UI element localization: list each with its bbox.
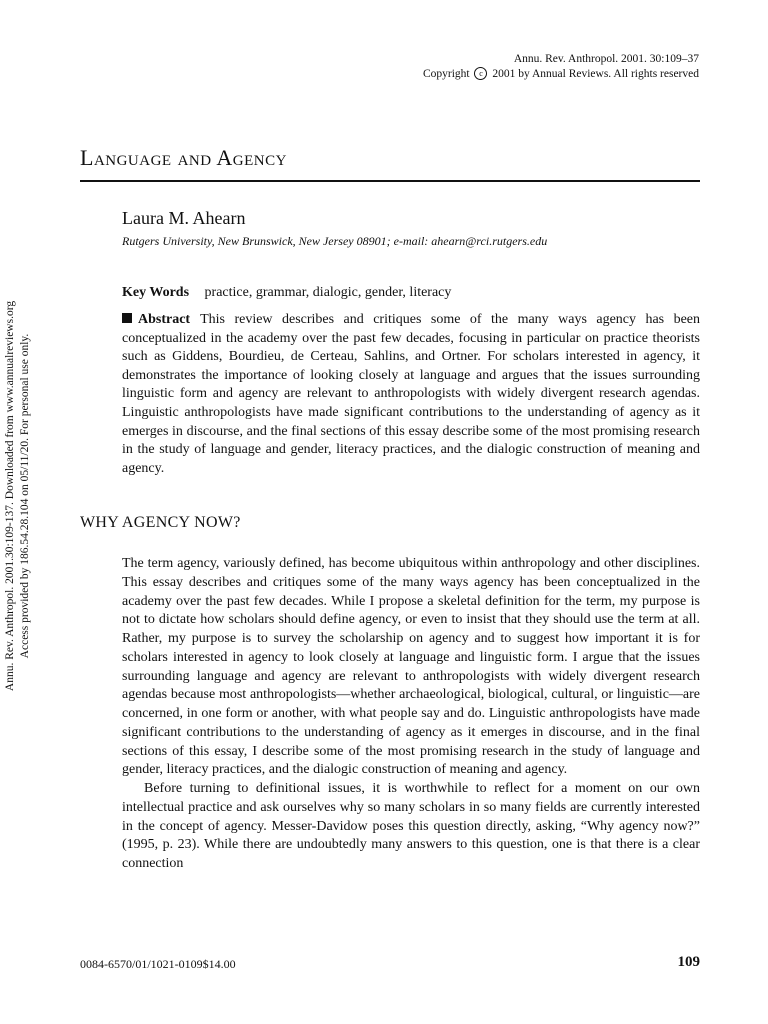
section-heading: WHY AGENCY NOW? bbox=[80, 514, 241, 531]
title-divider bbox=[80, 180, 700, 182]
article-title: Language and Agency bbox=[80, 145, 287, 170]
copyright-line bbox=[423, 67, 699, 82]
body-paragraph: Before turning to definitional issues, it is worthwhile to reflect for a moment on our own intellectual practice and ask ourselves why so many scholars in so many fields are currently interested in the concept of agency. Messer-Davidow poses this question directly, asking, “Why agency now?” (1995, p. 23). While there are undoubtedly many answers to this question, one is that there is a clear connection bbox=[122, 781, 700, 871]
abstract-text: This review describes and critiques some of the many ways agency has been conceptualized in the academy over the past few decades, focusing in particular on practice theorists such as Giddens, Bourdieu, de Certeau, Sahlins, and Ortner. For scholars interested in agency, it demonstrates the importance of looking closely at language and argues that the issues surrounding linguistic form and agency are relevant to anthropologists with widely divergent research agendas. Linguistic anthropologists have made significant contributions to the understanding of agency as it emerges in discourse, and the final sections of this essay describe some of the most promising research in the study of language and gender, literacy practices, and the dialogic construction of meaning and agency. bbox=[122, 312, 700, 476]
abstract-label: Abstract bbox=[138, 312, 191, 327]
keywords-line bbox=[122, 285, 451, 301]
journal-header bbox=[423, 52, 699, 82]
body-paragraph: The term agency, variously defined, has become ubiquitous within anthropology and other disciplines. This essay describes and critiques some of the many ways agency has been conceptualized in the academy over the past few decades. While I propose a skeletal definition for the term, my purpose is not to dictate how scholars should define agency, or even to insist that they should use the term at all. Rather, my purpose is to survey the scholarship on agency and to suggest how important it is for scholars interested in agency to look closely at language and linguistic form. I argue that the issues surrounding language and agency are relevant to anthropologists with widely divergent research agendas because most anthropologists—whether archaeological, biological, cultural, or linguistic—are concerned, in one form or another, with what people say and do. Linguistic anthropologists have made significant contributions to the understanding of agency as it emerges in discourse, and in the final sections of this essay, I describe some of the most promising research in the study of language and gender, literacy practices, and the dialogic construction of meaning and agency. bbox=[122, 556, 700, 778]
body-text bbox=[122, 555, 700, 874]
copyright-prefix: Copyright bbox=[422, 68, 470, 80]
journal-citation: Annu. Rev. Anthropol. 2001. 30:109–37 bbox=[513, 53, 699, 65]
margin-note-line1: Annu. Rev. Anthropol. 2001.30:109-137. Downloaded from www.annualreviews.org bbox=[4, 300, 16, 692]
page-number: 109 bbox=[677, 954, 700, 970]
abstract-square-icon bbox=[122, 313, 132, 323]
author-affiliation: Rutgers University, New Brunswick, New Jersey 08901; e-mail: ahearn@rci.rutgers.edu bbox=[122, 234, 548, 248]
download-margin-note bbox=[3, 286, 32, 706]
author-name: Laura M. Ahearn bbox=[122, 208, 246, 228]
keywords-terms: practice, grammar, dialogic, gender, literacy bbox=[204, 285, 452, 300]
keywords-label: Key Words bbox=[122, 285, 190, 300]
copyright-icon: c bbox=[474, 67, 487, 80]
footer-code: 0084-6570/01/1021-0109$14.00 bbox=[80, 957, 236, 971]
abstract-block bbox=[122, 311, 700, 478]
copyright-suffix: 2001 by Annual Reviews. All rights reserved bbox=[492, 68, 699, 80]
margin-note-line2: Access provided by 186.54.28.104 on 05/11/20. For personal use only. bbox=[18, 333, 31, 659]
